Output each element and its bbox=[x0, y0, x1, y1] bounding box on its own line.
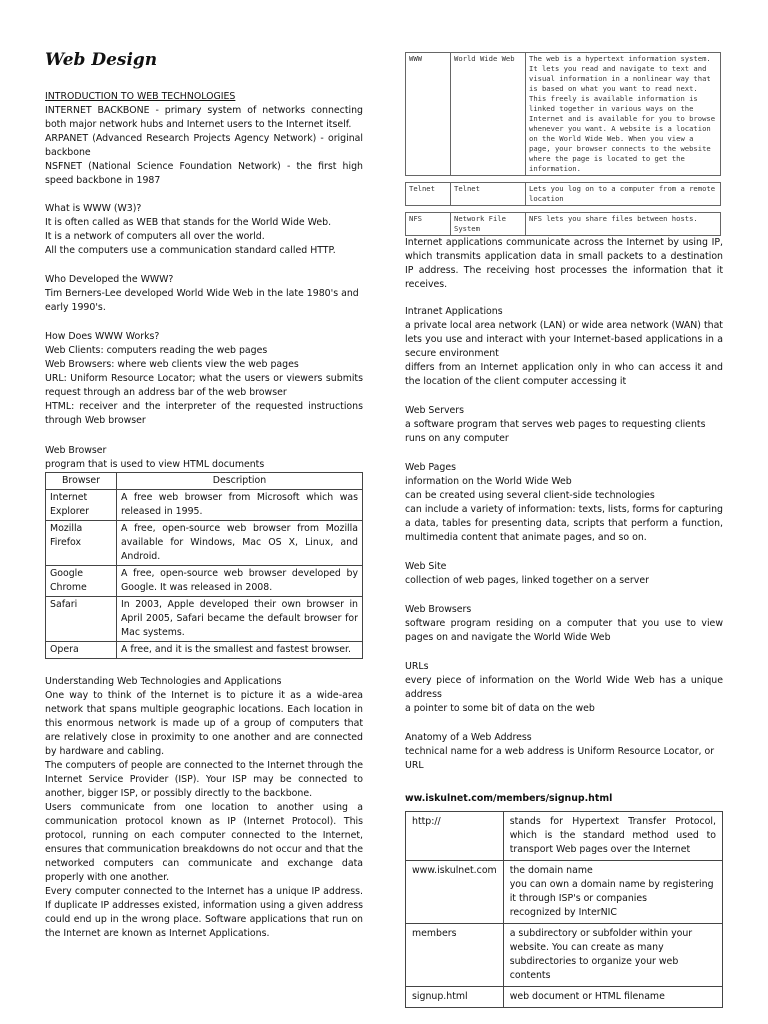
glossary-desc: NFS lets you share files between hosts. bbox=[526, 213, 721, 236]
servers-line: a software program that serves web pages to requesting clients bbox=[405, 419, 706, 430]
column-header-description: Description bbox=[117, 473, 363, 490]
table-row bbox=[406, 861, 723, 924]
glossary-table-telnet bbox=[405, 182, 721, 206]
works-line: HTML: receiver and the interpreter of the requested instructions through Web browser bbox=[45, 401, 363, 426]
url-part-desc bbox=[503, 924, 722, 987]
paragraph: Users communicate from one location to another using a communication protocol known as IP (Internet Protocol). This protocol, running on each computer connected to the Internet, ensures that communication breakdowns do not occur and that the networked computers can communicate and exchange data properly with one another. bbox=[45, 802, 363, 883]
works-heading: How Does WWW Works? bbox=[45, 331, 160, 342]
url-part: www.iskulnet.com bbox=[406, 861, 504, 924]
www-line: It is a network of computers all over the world. bbox=[45, 231, 265, 242]
url-example: ww.iskulnet.com/members/signup.html bbox=[405, 793, 613, 804]
site-line: collection of web pages, linked together on a server bbox=[405, 575, 649, 586]
glossary-abbr: NFS bbox=[406, 213, 451, 236]
intro-line: ARPANET (Advanced Research Projects Agency Network) - original backbone bbox=[45, 133, 363, 158]
browser-name: Internet Explorer bbox=[46, 490, 117, 521]
right-column bbox=[405, 0, 723, 1008]
browser-table bbox=[45, 472, 363, 659]
column-header-browser: Browser bbox=[46, 473, 117, 490]
browser-desc: A free web browser from Microsoft which was released in 1995. bbox=[117, 490, 363, 521]
www-heading: What is WWW (W3)? bbox=[45, 203, 142, 214]
anatomy-heading: Anatomy of a Web Address bbox=[405, 732, 532, 743]
url-anatomy-table bbox=[405, 811, 723, 1008]
urls-line: a pointer to some bit of data on the web bbox=[405, 703, 595, 714]
intranet-section bbox=[405, 305, 723, 389]
browser-desc: A free, open-source web browser developed by Google. It was released in 2008. bbox=[117, 566, 363, 597]
browsers-section bbox=[405, 603, 723, 645]
glossary-abbr: Telnet bbox=[406, 183, 451, 206]
developed-heading: Who Developed the WWW? bbox=[45, 274, 174, 285]
intranet-line: a private local area network (LAN) or wide area network (WAN) that lets you use and interact with your Internet-based applications in a secure environment bbox=[405, 320, 723, 359]
works-line: Web Clients: computers reading the web pages bbox=[45, 345, 268, 356]
servers-heading: Web Servers bbox=[405, 405, 465, 416]
internet-apps-text: Internet applications communicate across the Internet by using IP, which transmits application data in small packets to a destination IP address. The receiving host processes the information that it receives. bbox=[405, 237, 723, 290]
browser-name: Mozilla Firefox bbox=[46, 521, 117, 566]
works-line: Web Browsers: where web clients view the web pages bbox=[45, 359, 299, 370]
table-row bbox=[406, 987, 723, 1008]
site-section bbox=[405, 560, 723, 588]
pages-line: information on the World Wide Web bbox=[405, 476, 572, 487]
table-row bbox=[46, 642, 363, 659]
urls-heading: URLs bbox=[405, 661, 429, 672]
browser-name: Safari bbox=[46, 597, 117, 642]
browser-desc: In 2003, Apple developed their own browser in April 2005, Safari became the default browser for Mac systems. bbox=[117, 597, 363, 642]
table-row bbox=[406, 213, 721, 236]
intro-line: NSFNET (National Science Foundation Network) - the first high speed backbone in 1987 bbox=[45, 161, 363, 186]
www-line: All the computers use a communication standard called HTTP. bbox=[45, 245, 336, 256]
glossary-name: Network File System bbox=[451, 213, 526, 236]
url-part-desc bbox=[503, 812, 722, 861]
intranet-heading: Intranet Applications bbox=[405, 306, 503, 317]
intro-heading: INTRODUCTION TO WEB TECHNOLOGIES bbox=[45, 91, 236, 102]
table-row bbox=[46, 566, 363, 597]
browser-desc: A free, and it is the smallest and fastest browser. bbox=[117, 642, 363, 659]
paragraph: One way to think of the Internet is to picture it as a wide-area network that spans multiple geographic locations. Each location in this enormous network is made up of a group of computers that are relatively close in proximity to one another and are connected by hardware and cabling. bbox=[45, 690, 363, 757]
browser-heading: Web Browser bbox=[45, 445, 107, 456]
table-row bbox=[406, 924, 723, 987]
urls-section bbox=[405, 660, 723, 716]
works-line: URL: Uniform Resource Locator; what the users or viewers submits request through an address bar of the web browser bbox=[45, 373, 363, 398]
browsers-heading: Web Browsers bbox=[405, 604, 472, 615]
url-part: http:// bbox=[406, 812, 504, 861]
works-section bbox=[45, 330, 363, 428]
site-heading: Web Site bbox=[405, 561, 447, 572]
page-title: Web Design bbox=[45, 50, 158, 70]
anatomy-section bbox=[405, 731, 723, 773]
paragraph: The computers of people are connected to the Internet through the Internet Service Provider (ISP). Your ISP may be connected to another, bigger ISP, or possibly directly to the backbone. bbox=[45, 760, 363, 799]
left-column bbox=[45, 0, 363, 941]
glossary-table-www bbox=[405, 52, 721, 176]
anatomy-line: technical name for a web address is Uniform Resource Locator, or URL bbox=[405, 746, 715, 771]
glossary-abbr: WWW bbox=[406, 53, 451, 176]
url-part-desc bbox=[503, 987, 722, 1008]
intranet-line: differs from an Internet application only in who can access it and the location of the client computer accessing it bbox=[405, 362, 723, 387]
url-part: members bbox=[406, 924, 504, 987]
servers-line: runs on any computer bbox=[405, 433, 509, 444]
url-desc-line: stands for Hypertext Transfer Protocol, which is the standard method used to transport Web pages over the Internet bbox=[509, 816, 716, 855]
url-desc-line: the domain name bbox=[509, 865, 593, 876]
urls-line: every piece of information on the World Wide Web has a unique address bbox=[405, 675, 723, 700]
url-desc-line: a subdirectory or subfolder within your website. You can create as many subdirectories to organize your web contents bbox=[509, 928, 693, 981]
table-row bbox=[46, 490, 363, 521]
url-part-desc bbox=[503, 861, 722, 924]
glossary-name: World Wide Web bbox=[451, 53, 526, 176]
understanding-heading: Understanding Web Technologies and Applications bbox=[45, 676, 282, 687]
glossary-desc: The web is a hypertext information system. It lets you read and navigate to text and visual information in a nonlinear way that is based on what you want to read next. This freely is available information is linked together in various ways on the Internet and is available for you to browse whenever you want. A website is a location on the World Wide Web. When you view a page, your browser connects to the website where the page is located to get the information. bbox=[526, 53, 721, 176]
internet-apps-section bbox=[405, 236, 723, 292]
url-desc-line: you can own a domain name by registering it through ISP's or companies bbox=[509, 879, 714, 904]
table-header-row bbox=[46, 473, 363, 490]
browser-subheading: program that is used to view HTML documents bbox=[45, 459, 265, 470]
table-row bbox=[406, 812, 723, 861]
intro-line: INTERNET BACKBONE - primary system of networks connecting both major network hubs and Internet users to the Internet itself. bbox=[45, 105, 363, 130]
understanding-section bbox=[45, 675, 363, 941]
www-line: It is often called as WEB that stands for the World Wide Web. bbox=[45, 217, 332, 228]
intro-section bbox=[45, 90, 363, 188]
browser-desc: A free, open-source web browser from Mozilla available for Windows, Mac OS X, Linux, and Android. bbox=[117, 521, 363, 566]
developed-section bbox=[45, 273, 363, 315]
pages-line: can be created using several client-side technologies bbox=[405, 490, 655, 501]
browsers-line: software program residing on a computer that you use to view pages on and navigate the World Wide Web bbox=[405, 618, 723, 643]
browser-name: Opera bbox=[46, 642, 117, 659]
table-row bbox=[46, 597, 363, 642]
paragraph: Every computer connected to the Internet has a unique IP address. If duplicate IP addresses existed, information using a given address could end up in the wrong place. Software applications that run on the Internet are known as Internet Applications. bbox=[45, 886, 363, 939]
servers-section bbox=[405, 404, 723, 446]
url-part: signup.html bbox=[406, 987, 504, 1008]
table-row bbox=[406, 53, 721, 176]
pages-heading: Web Pages bbox=[405, 462, 456, 473]
glossary-desc: Lets you log on to a computer from a remote location bbox=[526, 183, 721, 206]
browser-section bbox=[45, 444, 363, 659]
developed-text: Tim Berners-Lee developed World Wide Web in the late 1980's and early 1990's. bbox=[45, 288, 359, 313]
glossary-name: Telnet bbox=[451, 183, 526, 206]
url-desc-line: recognized by InterNIC bbox=[509, 907, 617, 918]
pages-line: can include a variety of information: texts, lists, forms for capturing a data, tables for presenting data, scripts that perform a function, multimedia content that animate pages, and so on. bbox=[405, 504, 723, 543]
url-desc-line: web document or HTML filename bbox=[509, 991, 665, 1002]
table-row bbox=[406, 183, 721, 206]
pages-section bbox=[405, 461, 723, 545]
table-row bbox=[46, 521, 363, 566]
browser-name: Google Chrome bbox=[46, 566, 117, 597]
glossary-table-nfs bbox=[405, 212, 721, 236]
www-section bbox=[45, 202, 363, 258]
